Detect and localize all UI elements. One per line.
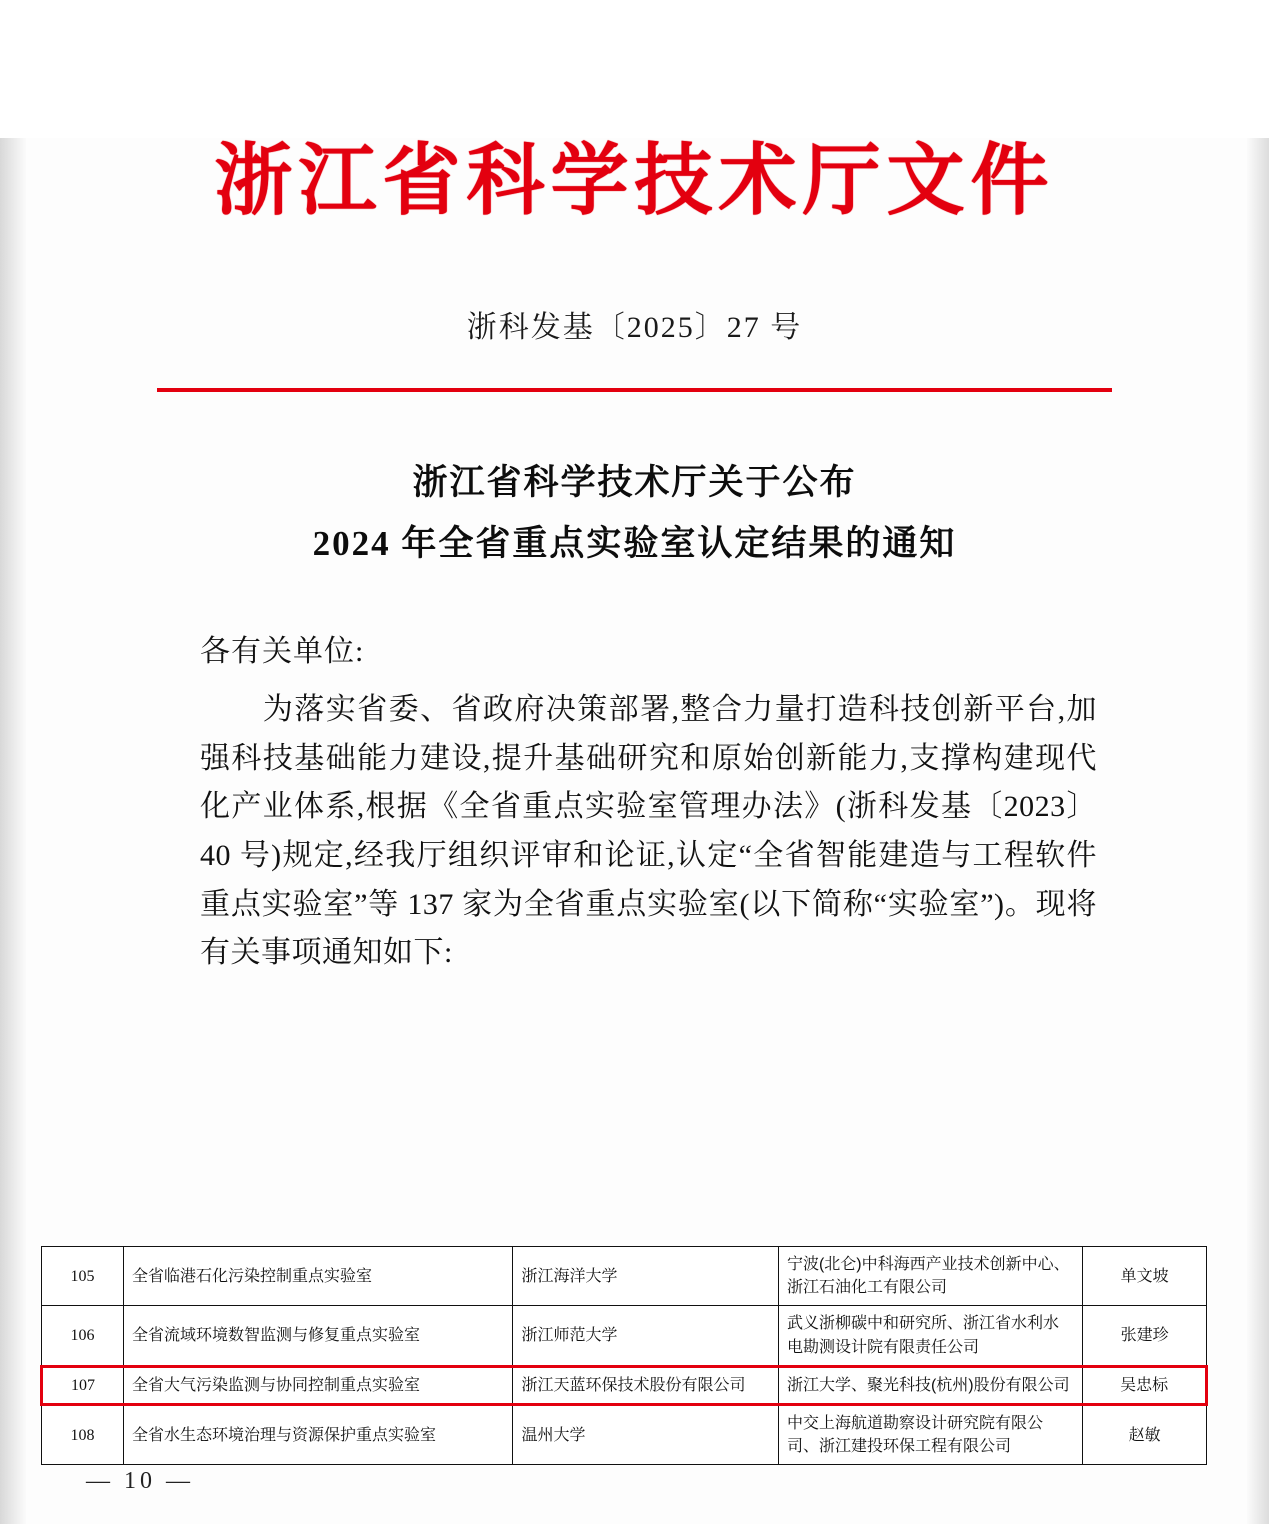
table-row[interactable] xyxy=(42,1247,1207,1306)
row-organization: 浙江天蓝环保技术股份有限公司 xyxy=(513,1366,779,1404)
row-person: 单文坡 xyxy=(1083,1247,1207,1306)
row-organization: 浙江海洋大学 xyxy=(513,1247,779,1306)
table-row-highlighted[interactable] xyxy=(42,1366,1207,1404)
row-number: 108 xyxy=(42,1404,124,1464)
table-row[interactable] xyxy=(42,1404,1207,1464)
row-lab-name: 全省流域环境数智监测与修复重点实验室 xyxy=(124,1306,513,1366)
table-body xyxy=(42,1247,1207,1465)
subject-line-1: 浙江省科学技术厅关于公布 xyxy=(412,462,857,502)
body-paragraph xyxy=(200,686,1097,978)
document-content xyxy=(0,135,1269,978)
subject-line-2: 2024 年全省重点实验室认定结果的通知 xyxy=(312,524,957,564)
row-cooperation: 浙江大学、聚光科技(杭州)股份有限公司 xyxy=(778,1366,1082,1404)
document-number: 浙科发基〔2025〕27 号 xyxy=(466,310,803,344)
document-page xyxy=(0,135,1269,1524)
row-lab-name: 全省大气污染监测与协同控制重点实验室 xyxy=(124,1366,513,1404)
row-number: 105 xyxy=(42,1247,124,1306)
table-row[interactable] xyxy=(42,1306,1207,1366)
row-cooperation: 武义浙柳碳中和研究所、浙江省水利水电勘测设计院有限责任公司 xyxy=(778,1306,1082,1366)
page-number: — 10 — xyxy=(86,1468,194,1494)
paragraph-text: 为落实省委、省政府决策部署,整合力量打造科技创新平台,加强科技基础能力建设,提升基础研究和原始创新能力,支撑构建现代化产业体系,根据《全省重点实验室管理办法》(浙科发基〔2023〕40 号)规定,经我厅组织评审和论证,认定“全省智能建造与工程软件重点实验室”等 137 家为全省重点实验室(以下简称“实验室”)。现将有关事项通知如下: xyxy=(200,693,1097,970)
row-person: 吴忠标 xyxy=(1083,1366,1207,1404)
row-organization: 温州大学 xyxy=(513,1404,779,1464)
laboratory-table-container xyxy=(40,1246,1208,1465)
row-lab-name: 全省水生态环境治理与资源保护重点实验室 xyxy=(124,1404,513,1464)
row-lab-name: 全省临港石化污染控制重点实验室 xyxy=(124,1247,513,1306)
row-person: 张建珍 xyxy=(1083,1306,1207,1366)
salutation: 各有关单位: xyxy=(200,635,365,669)
row-cooperation: 宁波(北仑)中科海西产业技术创新中心、浙江石油化工有限公司 xyxy=(778,1247,1082,1306)
laboratory-table xyxy=(40,1246,1208,1465)
row-number: 107 xyxy=(42,1366,124,1404)
document-title: 浙江省科学技术厅文件 xyxy=(214,135,1055,226)
row-organization: 浙江师范大学 xyxy=(513,1306,779,1366)
row-cooperation: 中交上海航道勘察设计研究院有限公司、浙江建投环保工程有限公司 xyxy=(778,1404,1082,1464)
red-divider-rule xyxy=(157,388,1112,392)
document-subject xyxy=(0,452,1269,575)
row-number: 106 xyxy=(42,1306,124,1366)
row-person: 赵敏 xyxy=(1083,1404,1207,1464)
